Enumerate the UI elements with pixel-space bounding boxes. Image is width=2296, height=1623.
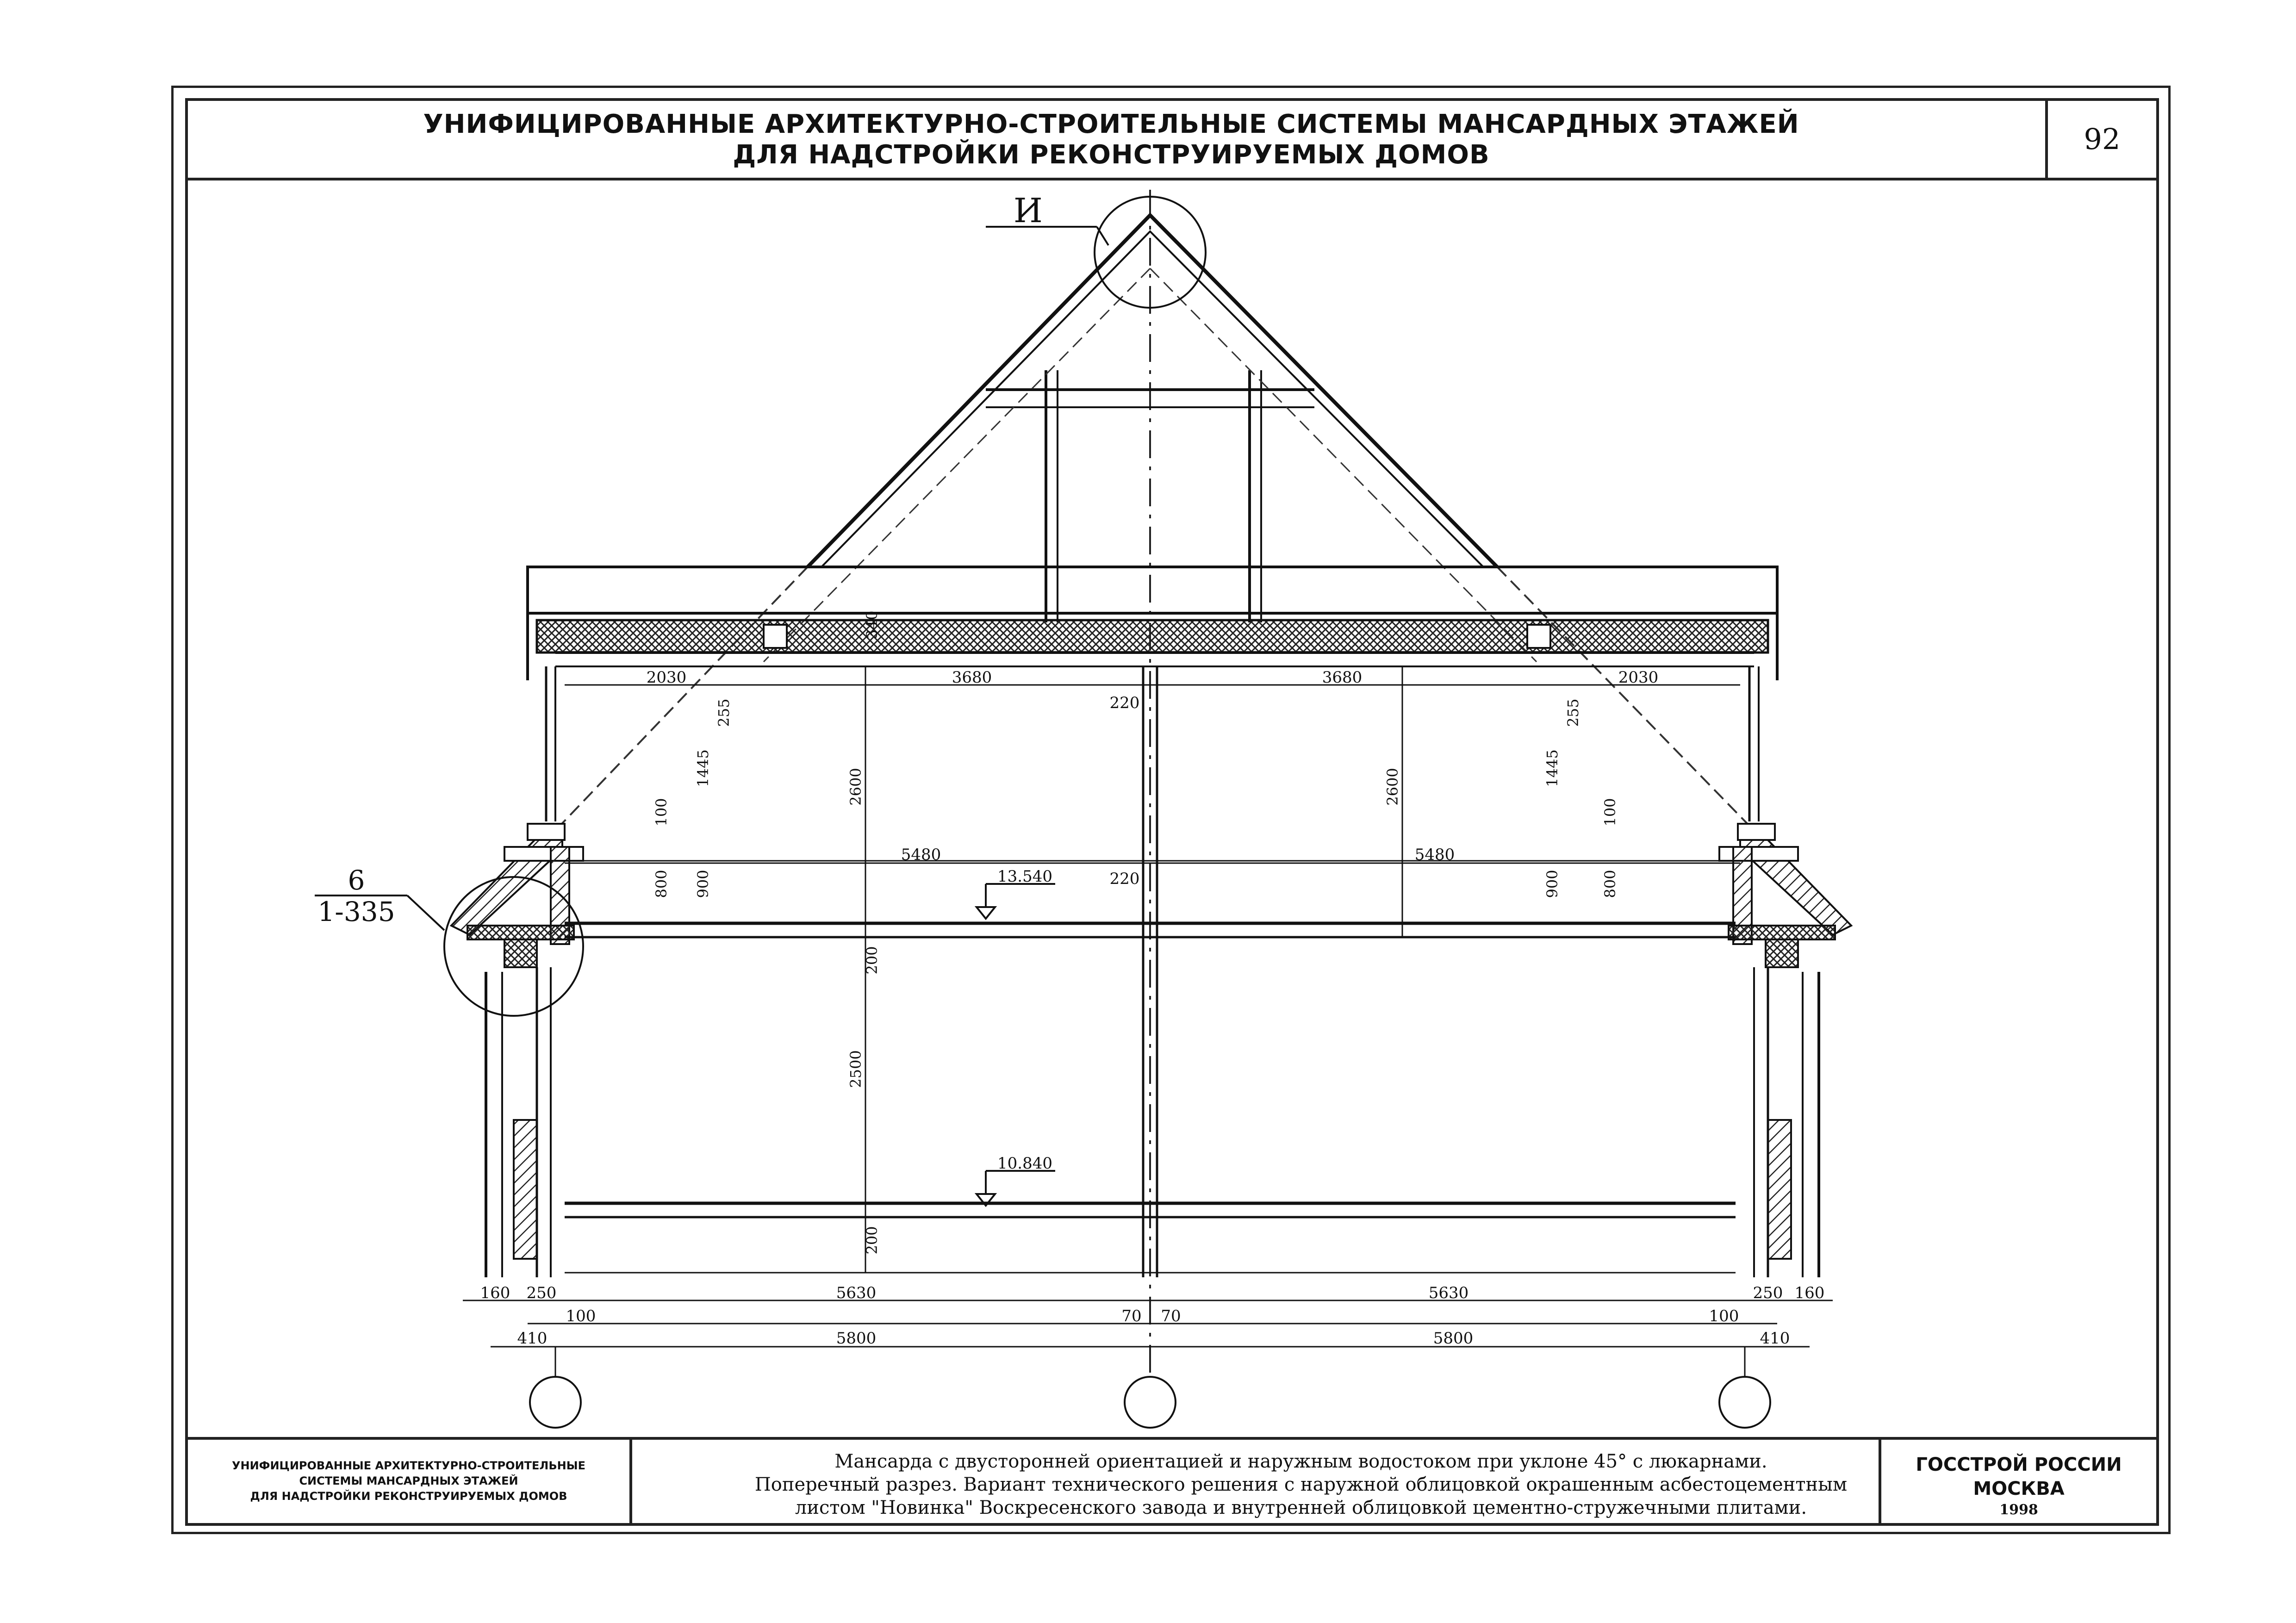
dim-attic-right-inner: 3680	[1322, 668, 1363, 687]
dim-bottom-right-span: 5630	[1428, 1284, 1469, 1302]
axis-marker-center	[1125, 1377, 1176, 1428]
dim-axis-right-offset: 410	[1760, 1329, 1790, 1348]
footer-org-city: МОСКВА	[1973, 1478, 2065, 1499]
attic-knee-walls	[546, 666, 1759, 821]
footer-desc-line-1: Мансарда с двусторонней ориентацией и наружным водостоком при уклоне 45° с люкарнами.	[834, 1451, 1767, 1472]
elevation-lower-label: 10.840	[997, 1154, 1052, 1173]
dim-v-left-parapet: 800	[653, 870, 670, 898]
dim-v-left-sill: 100	[653, 798, 670, 827]
eave-node-sheet: 1-335	[317, 896, 395, 927]
dim-v-right-parapet-b: 800	[1601, 870, 1619, 898]
dim-v-right-knee-b: 1445	[1543, 749, 1561, 787]
dim-v-left-roof-top: 340	[863, 610, 881, 639]
attic-ceiling-slab	[528, 567, 1777, 680]
dim-floor-mid-gap: 220	[1109, 870, 1140, 888]
title-block-footer	[188, 1437, 2156, 1523]
dim-attic-left-outer: 2030	[646, 668, 687, 687]
dim-v-lower-room-height: 2500	[847, 1050, 865, 1088]
footer-desc-line-2: Поперечный разрез. Вариант технического решения с наружной облицовкой окрашенным асбестоцементным	[754, 1474, 1848, 1495]
footer-series-line-3: ДЛЯ НАДСТРОЙКИ РЕКОНСТРУИРУЕМЫХ ДОМОВ	[250, 1490, 567, 1503]
axis-marker-right	[1719, 1377, 1770, 1428]
footer-series-title	[188, 1440, 632, 1523]
dim-attic-right-outer: 2030	[1618, 668, 1659, 687]
dim-axis-left-offset: 410	[517, 1329, 548, 1348]
dim-bottom-left-wall: 250	[526, 1284, 557, 1302]
dormer-right	[1719, 824, 1851, 967]
dim-v-slab-lower: 200	[863, 1226, 881, 1255]
dim-v-right-parapet: 900	[1543, 870, 1561, 898]
dim-attic-mid-gap: 220	[1109, 694, 1140, 712]
dim-attic-left-inner: 3680	[952, 668, 992, 687]
outer-walls	[486, 967, 1819, 1277]
dim-axis-right-span: 5800	[1433, 1329, 1474, 1348]
dim-v-right-room-height: 2600	[1384, 768, 1401, 806]
dim-axis-left-span: 5800	[836, 1329, 877, 1348]
dim-bottom-mid-left: 70	[1121, 1307, 1142, 1325]
sheet-title-line-2: ДЛЯ НАДСТРОЙКИ РЕКОНСТРУИРУЕМЫХ ДОМОВ	[733, 140, 1490, 170]
elevation-mark-upper	[977, 867, 1055, 919]
dim-bottom-right-edge: 160	[1794, 1284, 1825, 1302]
dim-bottom-right-wall: 250	[1753, 1284, 1783, 1302]
sheet-title-line-1: УНИФИЦИРОВАННЫЕ АРХИТЕКТУРНО-СТРОИТЕЛЬНЫЕ СИСТЕМЫ МАНСАРДНЫХ ЭТАЖЕЙ	[423, 109, 1799, 139]
dim-v-right-knee-a: 255	[1564, 698, 1582, 727]
bottom-dimension-chain-2	[528, 1307, 1777, 1325]
footer-series-line-2: СИСТЕМЫ МАНСАРДНЫХ ЭТАЖЕЙ	[299, 1474, 518, 1487]
eave-node-number: 6	[348, 864, 365, 896]
dim-bottom-left-edge: 160	[480, 1284, 510, 1302]
dim-v-left-knee-b: 1445	[694, 749, 712, 787]
page-number: 92	[2045, 101, 2156, 178]
footer-year: 1998	[1999, 1502, 2038, 1518]
ridge-node-label: И	[1014, 191, 1043, 230]
bottom-dimension-chain-1	[463, 1284, 1833, 1302]
dim-v-right-sill: 100	[1601, 798, 1619, 827]
dim-bottom-left-span: 5630	[836, 1284, 877, 1302]
footer-org-name: ГОССТРОЙ РОССИИ	[1916, 1454, 2122, 1475]
dim-v-left-parapet-b: 900	[694, 870, 712, 898]
dim-v-slab-upper: 200	[863, 946, 881, 975]
footer-desc-line-3: листом "Новинка" Воскресенского завода и внутренней облицовкой цементно-стружечными плитами.	[795, 1497, 1807, 1518]
footer-description	[632, 1440, 1970, 1523]
footer-series-line-1: УНИФИЦИРОВАННЫЕ АРХИТЕКТУРНО-СТРОИТЕЛЬНЫЕ	[231, 1459, 585, 1472]
dim-bottom-right-offset: 100	[1709, 1307, 1739, 1325]
dim-bottom-left-offset: 100	[566, 1307, 596, 1325]
elevation-mark-lower	[977, 1154, 1055, 1206]
attic-dimension-line	[565, 668, 1740, 712]
footer-organization	[1879, 1440, 2156, 1523]
elevation-upper-label: 13.540	[997, 867, 1052, 886]
dim-v-left-knee-a: 255	[715, 698, 733, 727]
axis-marker-left	[530, 1377, 581, 1428]
dim-bottom-mid-right: 70	[1161, 1307, 1181, 1325]
floor-dimension-line	[565, 846, 1740, 888]
dim-v-left-room-height: 2600	[847, 768, 865, 806]
dim-floor-left-span: 5480	[901, 846, 941, 864]
dormer-left	[451, 824, 583, 967]
dim-floor-right-span: 5480	[1414, 846, 1455, 864]
